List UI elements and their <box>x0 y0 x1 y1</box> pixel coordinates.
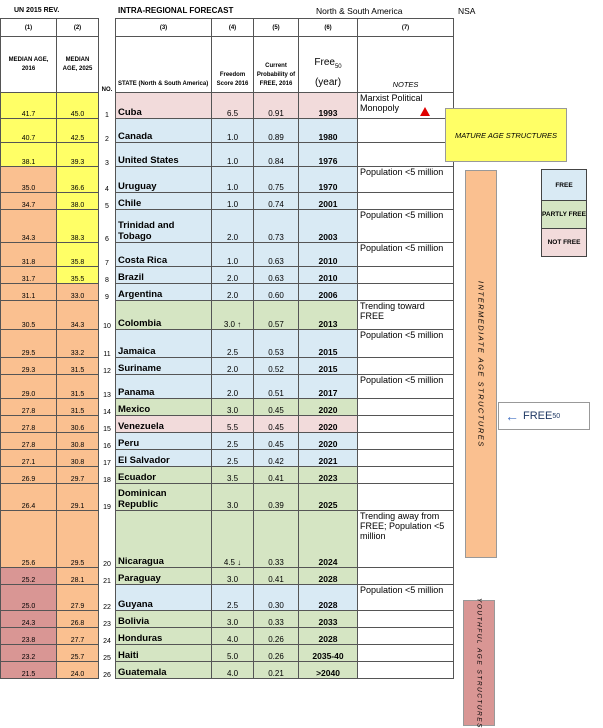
free50-year: 2021 <box>299 450 358 467</box>
row-number: 21 <box>103 577 111 585</box>
median-age-2016: 25.2 <box>1 568 57 585</box>
free-probability: 0.91 <box>254 93 299 119</box>
state-name: Mexico <box>116 399 212 416</box>
table-row <box>1 628 454 645</box>
freedom-score: 2.5 <box>212 450 254 467</box>
freedom-score: 2.5 <box>212 585 254 611</box>
free-probability: 0.51 <box>254 375 299 399</box>
free50-year: 2006 <box>299 284 358 301</box>
table-row <box>1 416 454 433</box>
note: Population <5 million <box>358 243 454 267</box>
free50-year: 1980 <box>299 119 358 143</box>
freedom-score: 5.0 <box>212 645 254 662</box>
row-number: 23 <box>103 620 111 628</box>
row-number: 7 <box>105 259 109 267</box>
row-number: 14 <box>103 408 111 416</box>
free-probability: 0.75 <box>254 167 299 193</box>
freedom-score: 4.5 ↓ <box>212 511 254 568</box>
free-probability: 0.73 <box>254 210 299 243</box>
note: Trending away from FREE; Population <5 million <box>358 511 454 568</box>
state-name: Canada <box>116 119 212 143</box>
median-age-2025: 31.5 <box>57 399 99 416</box>
table-row <box>1 375 454 399</box>
row-number: 22 <box>103 603 111 611</box>
row-number: 4 <box>105 185 109 193</box>
youthful-age-structures-label: YOUTHFUL AGE STRUCTURES <box>475 597 483 728</box>
state-name: Honduras <box>116 628 212 645</box>
median-age-2025: 26.8 <box>57 611 99 628</box>
state-name: Trinidad and Tobago <box>116 210 212 243</box>
median-age-2025: 42.5 <box>57 119 99 143</box>
free50-year: >2040 <box>299 662 358 679</box>
free-probability: 0.30 <box>254 585 299 611</box>
median-age-2016: 35.0 <box>1 167 57 193</box>
free50-pointer-sub: 50 <box>552 412 561 420</box>
row-number: 20 <box>103 560 111 568</box>
region-label: North & South America <box>316 6 403 16</box>
freedom-score: 2.5 <box>212 433 254 450</box>
median-age-2025-header: MEDIAN AGE, 2025 <box>57 37 99 93</box>
row-number: 6 <box>105 235 109 243</box>
note <box>358 119 454 143</box>
freedom-score: 1.0 <box>212 119 254 143</box>
median-age-2016: 34.7 <box>1 193 57 210</box>
median-age-2025: 34.3 <box>57 301 99 330</box>
row-number: 3 <box>105 159 109 167</box>
note: Population <5 million <box>358 585 454 611</box>
table-row <box>1 119 454 143</box>
state-name: Chile <box>116 193 212 210</box>
col-num-5: (5) <box>254 19 299 37</box>
freedom-score: 3.0 <box>212 484 254 511</box>
note <box>358 628 454 645</box>
free-probability: 0.33 <box>254 511 299 568</box>
freedom-score: 4.0 <box>212 662 254 679</box>
table-row <box>1 210 454 243</box>
free-probability: 0.60 <box>254 284 299 301</box>
freedom-score: 6.5 <box>212 93 254 119</box>
state-name: Venezuela <box>116 416 212 433</box>
free-probability: 0.41 <box>254 568 299 585</box>
median-age-2025: 36.6 <box>57 167 99 193</box>
col-num-6: (6) <box>299 19 358 37</box>
free-probability: 0.45 <box>254 416 299 433</box>
free50-year: 2025 <box>299 484 358 511</box>
note <box>358 433 454 450</box>
note <box>358 416 454 433</box>
free50-year: 2020 <box>299 416 358 433</box>
median-age-2025: 31.5 <box>57 358 99 375</box>
median-age-2025: 30.8 <box>57 433 99 450</box>
note <box>358 267 454 284</box>
free50-year: 2001 <box>299 193 358 210</box>
free50-year: 2015 <box>299 358 358 375</box>
free-probability: 0.45 <box>254 399 299 416</box>
freedom-score: 2.0 <box>212 210 254 243</box>
row-number: 2 <box>105 135 109 143</box>
mature-age-structures-box: MATURE AGE STRUCTURES <box>445 108 567 162</box>
row-number: 8 <box>105 276 109 284</box>
free-probability: 0.57 <box>254 301 299 330</box>
table-row <box>1 585 454 611</box>
note: Population <5 million <box>358 167 454 193</box>
free50-year: 2010 <box>299 267 358 284</box>
median-age-2025: 29.1 <box>57 484 99 511</box>
note <box>358 484 454 511</box>
free-probability: 0.21 <box>254 662 299 679</box>
state-name: Uruguay <box>116 167 212 193</box>
free50-year: 2023 <box>299 467 358 484</box>
median-age-2016: 24.3 <box>1 611 57 628</box>
row-number: 24 <box>103 637 111 645</box>
free50-year: 2028 <box>299 585 358 611</box>
table-row <box>1 467 454 484</box>
median-age-2016: 31.8 <box>1 243 57 267</box>
arrow-left-icon: ← <box>505 408 519 424</box>
median-age-2016-header: MEDIAN AGE, 2016 <box>1 37 57 93</box>
free50-header-sub: 50 <box>334 64 342 70</box>
freedom-score: 1.0 <box>212 193 254 210</box>
free-probability: 0.63 <box>254 267 299 284</box>
row-number: 17 <box>103 459 111 467</box>
free50-year: 1993 <box>299 93 358 119</box>
table-row <box>1 568 454 585</box>
free-probability: 0.52 <box>254 358 299 375</box>
legend-free: FREE <box>541 169 587 202</box>
table-row <box>1 167 454 193</box>
note: Population <5 million <box>358 375 454 399</box>
table-row <box>1 301 454 330</box>
free-probability: 0.45 <box>254 433 299 450</box>
freedom-score: 2.0 <box>212 375 254 399</box>
median-age-2025: 25.7 <box>57 645 99 662</box>
free50-header <box>299 37 358 93</box>
table-row <box>1 267 454 284</box>
median-age-2025: 38.3 <box>57 210 99 243</box>
median-age-2016: 40.7 <box>1 119 57 143</box>
table-row <box>1 450 454 467</box>
median-age-2025: 29.5 <box>57 511 99 568</box>
median-age-2025: 39.3 <box>57 143 99 167</box>
free50-year: 2020 <box>299 433 358 450</box>
median-age-2025: 35.5 <box>57 267 99 284</box>
table-row <box>1 193 454 210</box>
state-header: STATE (North & South America) <box>116 37 212 93</box>
freedom-score: 2.5 <box>212 330 254 358</box>
freedom-score: 2.0 <box>212 358 254 375</box>
free50-year: 2035-40 <box>299 645 358 662</box>
freedom-score: 3.5 <box>212 467 254 484</box>
median-age-2016: 27.8 <box>1 416 57 433</box>
free50-year: 1970 <box>299 167 358 193</box>
median-age-2016: 30.5 <box>1 301 57 330</box>
table-row <box>1 399 454 416</box>
median-age-2016: 29.0 <box>1 375 57 399</box>
free50-year: 2028 <box>299 628 358 645</box>
free-probability: 0.53 <box>254 330 299 358</box>
state-name: Costa Rica <box>116 243 212 267</box>
median-age-2016: 31.1 <box>1 284 57 301</box>
legend-not-free: NOT FREE <box>541 228 587 257</box>
row-number: 12 <box>103 367 111 375</box>
median-age-2025: 31.5 <box>57 375 99 399</box>
free-probability: 0.33 <box>254 611 299 628</box>
median-age-2016: 31.7 <box>1 267 57 284</box>
median-age-2025: 33.0 <box>57 284 99 301</box>
free-probability: 0.39 <box>254 484 299 511</box>
column-header-row <box>1 37 454 93</box>
median-age-2025: 29.7 <box>57 467 99 484</box>
median-age-2016: 26.4 <box>1 484 57 511</box>
state-name: Haiti <box>116 645 212 662</box>
note <box>358 568 454 585</box>
table-row <box>1 433 454 450</box>
note: Population <5 million <box>358 330 454 358</box>
freedom-score: 1.0 <box>212 243 254 267</box>
free-probability: 0.42 <box>254 450 299 467</box>
state-name: Ecuador <box>116 467 212 484</box>
warning-triangle-icon <box>420 107 430 116</box>
freedom-score: 2.0 <box>212 284 254 301</box>
state-name: Nicaragua <box>116 511 212 568</box>
state-name: Dominican Republic <box>116 484 212 511</box>
col-num-7: (7) <box>358 19 454 37</box>
table-row <box>1 143 454 167</box>
median-age-2016: 23.2 <box>1 645 57 662</box>
note <box>358 143 454 167</box>
table-row <box>1 611 454 628</box>
table-row <box>1 93 454 119</box>
state-name: Jamaica <box>116 330 212 358</box>
free50-year: 2020 <box>299 399 358 416</box>
row-number: 15 <box>103 425 111 433</box>
free50-pointer <box>498 402 590 430</box>
region-code: NSA <box>458 6 476 16</box>
freedom-score: 1.0 <box>212 143 254 167</box>
median-age-2016: 27.1 <box>1 450 57 467</box>
table-row <box>1 330 454 358</box>
state-name: Colombia <box>116 301 212 330</box>
free50-year: 2015 <box>299 330 358 358</box>
freedom-score: 3.0 ↑ <box>212 301 254 330</box>
median-age-2025: 30.8 <box>57 450 99 467</box>
note <box>358 611 454 628</box>
state-name: Guatemala <box>116 662 212 679</box>
median-age-2025: 30.6 <box>57 416 99 433</box>
col-num-3: (3) <box>116 19 212 37</box>
free50-year: 2028 <box>299 568 358 585</box>
forecast-table <box>0 18 454 679</box>
median-age-2025: 38.0 <box>57 193 99 210</box>
median-age-2025: 24.0 <box>57 662 99 679</box>
free50-year: 2017 <box>299 375 358 399</box>
free-probability: 0.26 <box>254 645 299 662</box>
free50-header-base: Free <box>314 57 335 68</box>
freedom-score: 5.5 <box>212 416 254 433</box>
state-name: Cuba <box>116 93 212 119</box>
note <box>358 399 454 416</box>
freedom-score-header: Freedom Score 2016 <box>212 37 254 93</box>
free50-year: 2003 <box>299 210 358 243</box>
source-label: UN 2015 REV. <box>14 7 60 14</box>
median-age-2016: 38.1 <box>1 143 57 167</box>
note: Population <5 million <box>358 210 454 243</box>
free-probability: 0.41 <box>254 467 299 484</box>
median-age-2016: 25.0 <box>1 585 57 611</box>
row-number: 19 <box>103 503 111 511</box>
median-age-2016: 27.8 <box>1 399 57 416</box>
row-number: 13 <box>103 391 111 399</box>
col-num-2: (2) <box>57 19 99 37</box>
row-number: 18 <box>103 476 111 484</box>
free50-year: 2010 <box>299 243 358 267</box>
median-age-2025: 33.2 <box>57 330 99 358</box>
state-name: Bolivia <box>116 611 212 628</box>
median-age-2025: 28.1 <box>57 568 99 585</box>
state-name: Paraguay <box>116 568 212 585</box>
column-number-row <box>1 19 454 37</box>
median-age-2025: 35.8 <box>57 243 99 267</box>
notes-header: NOTES <box>358 37 454 93</box>
median-age-2016: 29.3 <box>1 358 57 375</box>
table-row <box>1 358 454 375</box>
note <box>358 467 454 484</box>
row-number: 10 <box>103 322 111 330</box>
free50-year: 2033 <box>299 611 358 628</box>
table-row <box>1 645 454 662</box>
free-probability: 0.74 <box>254 193 299 210</box>
intermediate-age-structures-band <box>465 170 497 558</box>
row-number: 26 <box>103 671 111 679</box>
freedom-score: 2.0 <box>212 267 254 284</box>
state-name: El Salvador <box>116 450 212 467</box>
state-name: Peru <box>116 433 212 450</box>
note: Trending toward FREE <box>358 301 454 330</box>
youthful-age-structures-band <box>463 597 495 728</box>
median-age-2016: 41.7 <box>1 93 57 119</box>
intermediate-age-structures-label: INTERMEDIATE AGE STRUCTURES <box>476 280 486 448</box>
note: Marxist Political Monopoly <box>358 93 454 119</box>
note <box>358 284 454 301</box>
note <box>358 662 454 679</box>
state-name: Panama <box>116 375 212 399</box>
state-name: Argentina <box>116 284 212 301</box>
median-age-2016: 26.9 <box>1 467 57 484</box>
state-name: Suriname <box>116 358 212 375</box>
median-age-2025: 27.7 <box>57 628 99 645</box>
freedom-score: 4.0 <box>212 628 254 645</box>
median-age-2025: 45.0 <box>57 93 99 119</box>
free-probability: 0.63 <box>254 243 299 267</box>
free-probability: 0.26 <box>254 628 299 645</box>
note <box>358 193 454 210</box>
free50-year: 2024 <box>299 511 358 568</box>
median-age-2016: 34.3 <box>1 210 57 243</box>
median-age-2016: 21.5 <box>1 662 57 679</box>
note <box>358 645 454 662</box>
freedom-score: 3.0 <box>212 611 254 628</box>
free50-year: 2013 <box>299 301 358 330</box>
freedom-score: 3.0 <box>212 399 254 416</box>
year-header: (year) <box>314 77 342 88</box>
col-num-4: (4) <box>212 19 254 37</box>
state-name: Guyana <box>116 585 212 611</box>
probability-header: Current Probability of FREE, 2016 <box>254 37 299 93</box>
note <box>358 450 454 467</box>
median-age-2016: 27.8 <box>1 433 57 450</box>
median-age-2016: 29.5 <box>1 330 57 358</box>
table-row <box>1 243 454 267</box>
state-name: United States <box>116 143 212 167</box>
median-age-2016: 25.6 <box>1 511 57 568</box>
forecast-title: INTRA-REGIONAL FORECAST <box>118 6 234 15</box>
legend-partly-free: PARTLY FREE <box>541 200 587 230</box>
state-name: Brazil <box>116 267 212 284</box>
table-row <box>1 662 454 679</box>
table-row <box>1 284 454 301</box>
row-number: 11 <box>103 350 111 358</box>
row-number: 9 <box>105 293 109 301</box>
row-number: 1 <box>105 111 109 119</box>
median-age-2025: 27.9 <box>57 585 99 611</box>
free50-year: 1976 <box>299 143 358 167</box>
freedom-score: 1.0 <box>212 167 254 193</box>
row-number: 5 <box>105 202 109 210</box>
row-number: 25 <box>103 654 111 662</box>
free50-pointer-base: FREE <box>523 410 553 422</box>
table-row <box>1 484 454 511</box>
freedom-score: 3.0 <box>212 568 254 585</box>
free-probability: 0.84 <box>254 143 299 167</box>
no-header: NO. <box>101 86 113 93</box>
median-age-2016: 23.8 <box>1 628 57 645</box>
table-row <box>1 511 454 568</box>
row-number: 16 <box>103 442 111 450</box>
note <box>358 358 454 375</box>
free-probability: 0.89 <box>254 119 299 143</box>
col-num-1: (1) <box>1 19 57 37</box>
